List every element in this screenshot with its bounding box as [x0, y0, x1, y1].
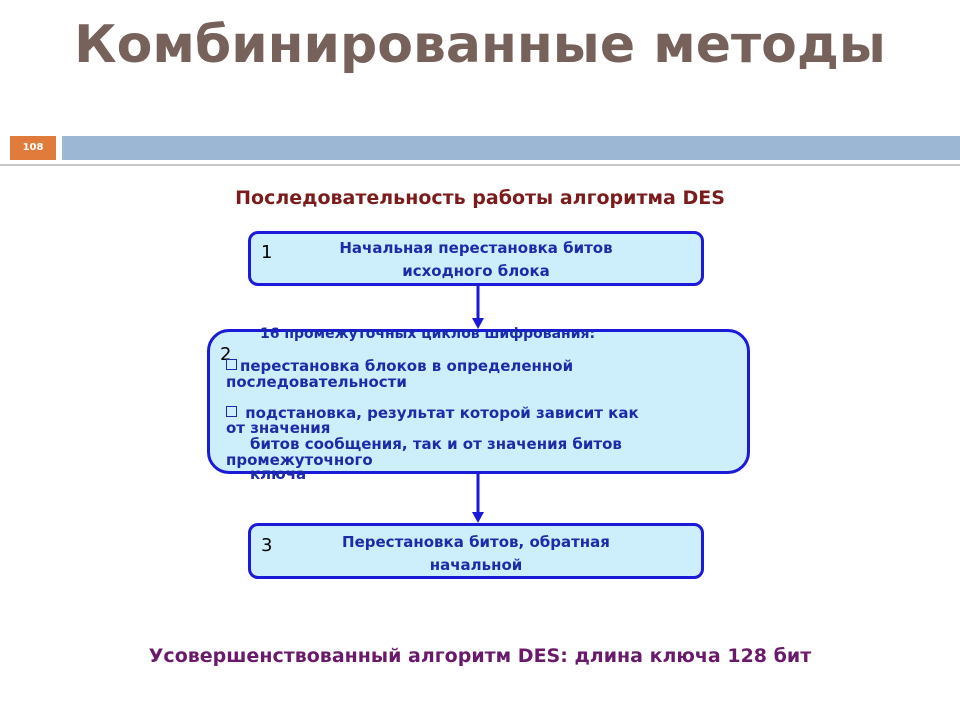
- step-3-line-2: начальной: [429, 556, 523, 574]
- step-3-line-1: Перестановка битов, обратная: [342, 533, 610, 551]
- step-2-item-2-line-5: ключа: [250, 465, 307, 483]
- step-box-1: [248, 231, 704, 286]
- slide-subtitle: Последовательность работы алгоритма DES: [235, 187, 725, 209]
- arrow-down-icon: [470, 286, 486, 330]
- step-2-item-2-line-4: промежуточного: [226, 451, 373, 469]
- step-2-header: 16 промежуточных циклов шифрования:: [260, 326, 596, 342]
- header-divider: [0, 164, 960, 166]
- step-2-item-1-line-2: последовательности: [226, 373, 407, 391]
- step-box-3: [248, 523, 704, 579]
- arrow-down-icon: [470, 474, 486, 524]
- step-box-2: [207, 326, 750, 483]
- step-number-3: 3: [261, 535, 273, 556]
- slide-title: Комбинированные методы: [74, 15, 886, 75]
- checkbox-bullet-icon: [226, 359, 237, 370]
- step-1-line-1: Начальная перестановка битов: [339, 239, 613, 257]
- step-2-item-1-line-1: перестановка блоков в определенной: [226, 358, 573, 374]
- step-2-item-2-line-1: подстановка, результат которой зависит как: [226, 405, 639, 421]
- step-number-2: 2: [220, 344, 232, 365]
- checkbox-bullet-icon: [226, 406, 237, 417]
- header-bar: [62, 136, 960, 160]
- step-2-item-2-line-2: от значения: [226, 419, 331, 437]
- step-1-line-2: исходного блока: [402, 262, 550, 280]
- page-number-badge: 108: [10, 136, 56, 160]
- slide-footer: Усовершенствованный алгоритм DES: длина ключа 128 бит: [148, 645, 812, 667]
- step-2-item-2-line-3: битов сообщения, так и от значения битов: [250, 435, 622, 453]
- step-number-1: 1: [261, 242, 273, 263]
